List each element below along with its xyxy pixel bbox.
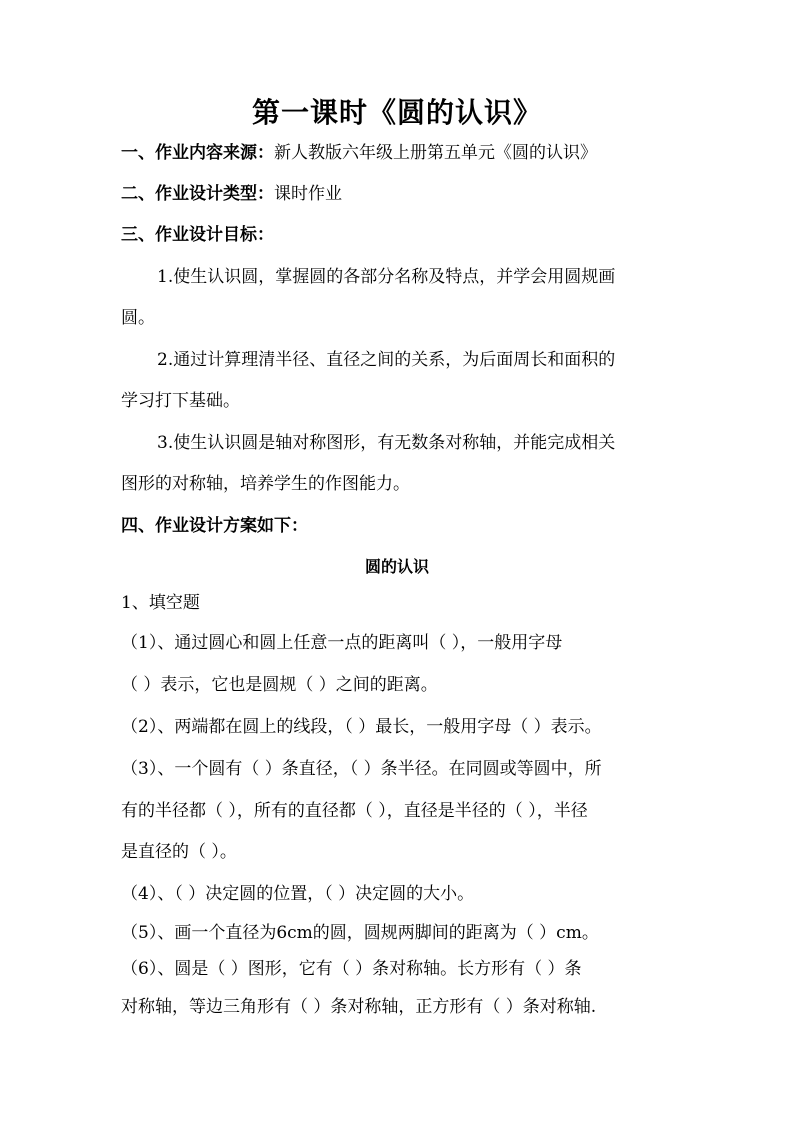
exercise-type: 1、填空题 — [121, 593, 200, 613]
worksheet-subtitle: 圆的认识 — [364, 557, 429, 576]
goal-3-line-2: 图形的对称轴，培养学生的作图能力。 — [121, 474, 410, 494]
question-3-line-3: 是直径的（ ）。 — [121, 842, 237, 862]
section-source-value: 新人教版六年级上册第五单元《圆的认识》 — [274, 143, 597, 163]
question-2-line-1: （2）、两端都在圆上的线段，（ ）最长，一般用字母（ ）表示。 — [121, 717, 602, 737]
goal-2-line-2: 学习打下基础。 — [121, 391, 240, 411]
section-plan-heading: 四、作业设计方案如下： — [121, 516, 308, 536]
goal-3-line-1: 3.使生认识圆是轴对称图形，有无数条对称轴，并能完成相关 — [157, 433, 616, 453]
section-type — [121, 183, 342, 205]
question-3-line-2: 有的半径都（ ），所有的直径都（ ），直径是半径的（ ），半径 — [121, 801, 588, 821]
section-source — [121, 142, 597, 164]
page-title: 第一课时《圆的认识》 — [251, 96, 542, 129]
question-6-line-1: （6）、圆是（ ）图形，它有（ ）条对称轴。长方形有（ ）条 — [121, 959, 582, 979]
goal-1-line-1: 1.使生认识圆，掌握圆的各部分名称及特点，并学会用圆规画 — [157, 267, 616, 287]
goal-2-line-1: 2.通过计算理清半径、直径之间的关系，为后面周长和面积的 — [157, 350, 616, 370]
section-source-label: 一、作业内容来源： — [121, 143, 274, 163]
section-type-value: 课时作业 — [274, 184, 342, 204]
question-1-line-1: （1）、通过圆心和圆上任意一点的距离叫（ ），一般用字母 — [121, 633, 563, 653]
question-6-line-2: 对称轴，等边三角形有（ ）条对称轴，正方形有（ ）条对称轴. — [121, 997, 597, 1017]
question-4-line-1: （4）、（ ）决定圆的位置，（ ）决定圆的大小。 — [121, 884, 475, 904]
question-3-line-1: （3）、一个圆有（ ）条直径，（ ）条半径。在同圆或等圆中，所 — [121, 759, 602, 779]
goal-1-line-2: 圆。 — [121, 308, 155, 328]
section-goals-heading: 三、作业设计目标： — [121, 225, 274, 245]
question-5-line-1: （5）、画一个直径为6cm的圆，圆规两脚间的距离为（ ）cm。 — [121, 923, 599, 943]
section-type-label: 二、作业设计类型： — [121, 184, 274, 204]
question-1-line-2: （ ）表示，它也是圆规（ ）之间的距离。 — [121, 675, 438, 695]
